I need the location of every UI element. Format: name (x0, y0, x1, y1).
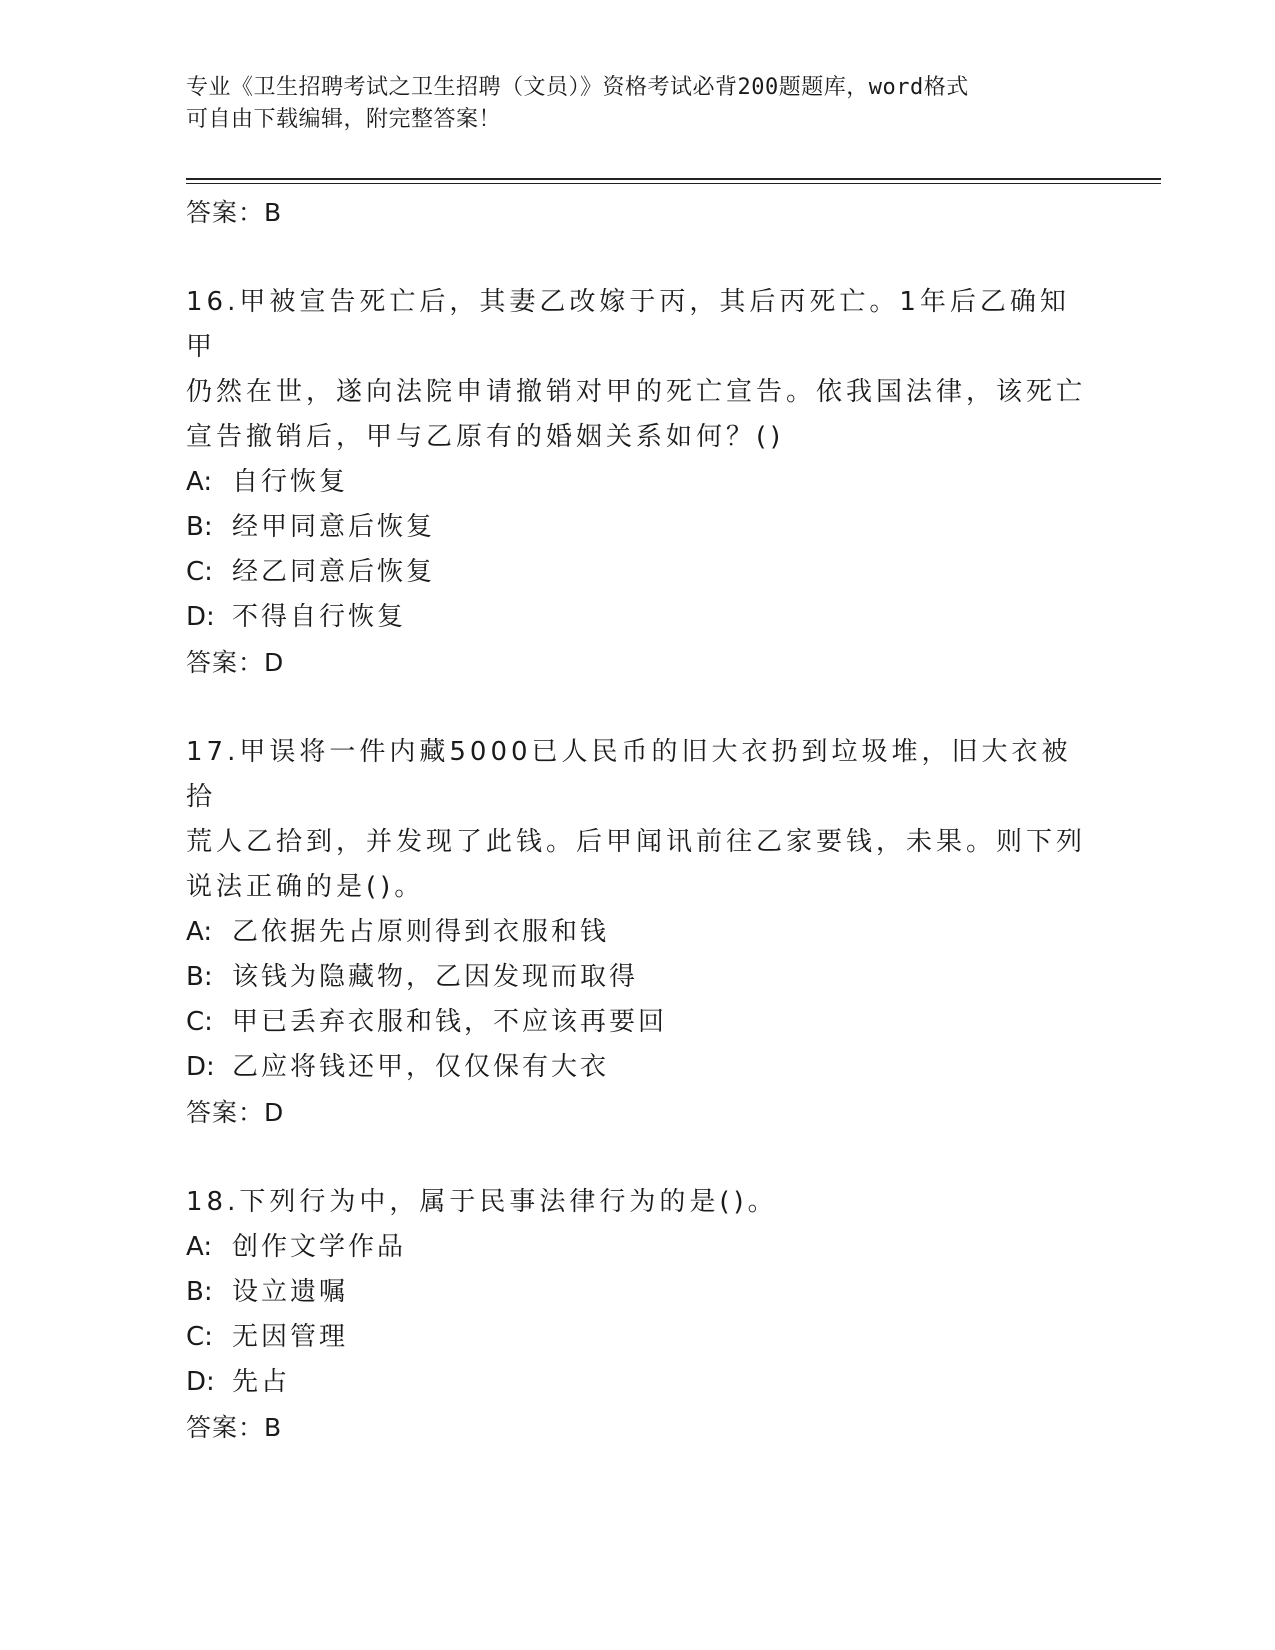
header-line-1: 专业《卫生招聘考试之卫生招聘（文员）》资格考试必背200题题库，word格式 (186, 75, 969, 100)
question-block (186, 730, 1086, 1136)
question-number: 17. (186, 737, 240, 767)
option-c (186, 1000, 1086, 1045)
option-a (186, 460, 1086, 505)
page-header (186, 72, 1066, 136)
answer-line: 答案：B (186, 198, 283, 227)
option-key: A: (186, 1232, 213, 1262)
option-text: 自行恢复 (232, 467, 349, 497)
option-key: C: (186, 1007, 213, 1037)
header-divider (186, 178, 1161, 180)
option-key: A: (186, 917, 213, 947)
question-number: 18. (186, 1187, 240, 1217)
question-line: 说法正确的是()。 (186, 872, 425, 902)
option-key: D: (186, 1367, 215, 1397)
question-line: 甲被宣告死亡后，其妻乙改嫁于丙，其后丙死亡。1年后乙确知甲 (186, 287, 1070, 362)
option-a (186, 1225, 1086, 1270)
spacer (186, 1136, 1086, 1180)
question-block (186, 280, 1086, 686)
question-line: 荒人乙拾到，并发现了此钱。后甲闻讯前往乙家要钱，未果。则下列 (186, 827, 1087, 857)
answer-line: 答案：D (186, 648, 285, 677)
page-content (186, 190, 1086, 1451)
option-text: 乙应将钱还甲，仅仅保有大衣 (232, 1052, 610, 1082)
option-key: B: (186, 512, 213, 542)
option-text: 不得自行恢复 (232, 602, 407, 632)
option-text: 乙依据先占原则得到衣服和钱 (232, 917, 610, 947)
option-text: 经甲同意后恢复 (232, 512, 436, 542)
option-b (186, 505, 1086, 550)
question-block (186, 1180, 1086, 1451)
answer-line: 答案：B (186, 1413, 283, 1442)
question-number: 16. (186, 287, 240, 317)
spacer (186, 236, 1086, 280)
question-text (186, 730, 1086, 910)
option-text: 创作文学作品 (232, 1232, 407, 1262)
option-text: 无因管理 (232, 1322, 349, 1352)
option-key: C: (186, 1322, 213, 1352)
option-key: B: (186, 1277, 213, 1307)
option-b (186, 1270, 1086, 1315)
question-line: 甲误将一件内藏5000已人民币的旧大衣扔到垃圾堆，旧大衣被拾 (186, 737, 1072, 812)
option-key: B: (186, 962, 213, 992)
option-b (186, 955, 1086, 1000)
option-text: 先占 (232, 1367, 291, 1397)
option-a (186, 910, 1086, 955)
option-c (186, 1315, 1086, 1360)
option-text: 甲已丢弃衣服和钱，不应该再要回 (232, 1007, 668, 1037)
spacer (186, 686, 1086, 730)
question-text (186, 280, 1086, 460)
option-key: A: (186, 467, 213, 497)
question-line: 宣告撤销后，甲与乙原有的婚姻关系如何？() (186, 422, 785, 452)
question-line: 下列行为中，属于民事法律行为的是()。 (239, 1187, 778, 1217)
question-text (186, 1180, 1086, 1225)
option-d (186, 1360, 1086, 1405)
option-d (186, 595, 1086, 640)
option-c (186, 550, 1086, 595)
option-text: 设立遗嘱 (232, 1277, 349, 1307)
option-key: C: (186, 557, 213, 587)
option-key: D: (186, 602, 215, 632)
option-text: 经乙同意后恢复 (232, 557, 436, 587)
answer-line: 答案：D (186, 1098, 285, 1127)
question-line: 仍然在世，遂向法院申请撤销对甲的死亡宣告。依我国法律，该死亡 (186, 377, 1087, 407)
header-divider-thin (186, 183, 1161, 184)
option-text: 该钱为隐藏物，乙因发现而取得 (232, 962, 639, 992)
option-d (186, 1045, 1086, 1090)
header-line-2: 可自由下载编辑，附完整答案！ (186, 107, 502, 132)
option-key: D: (186, 1052, 215, 1082)
